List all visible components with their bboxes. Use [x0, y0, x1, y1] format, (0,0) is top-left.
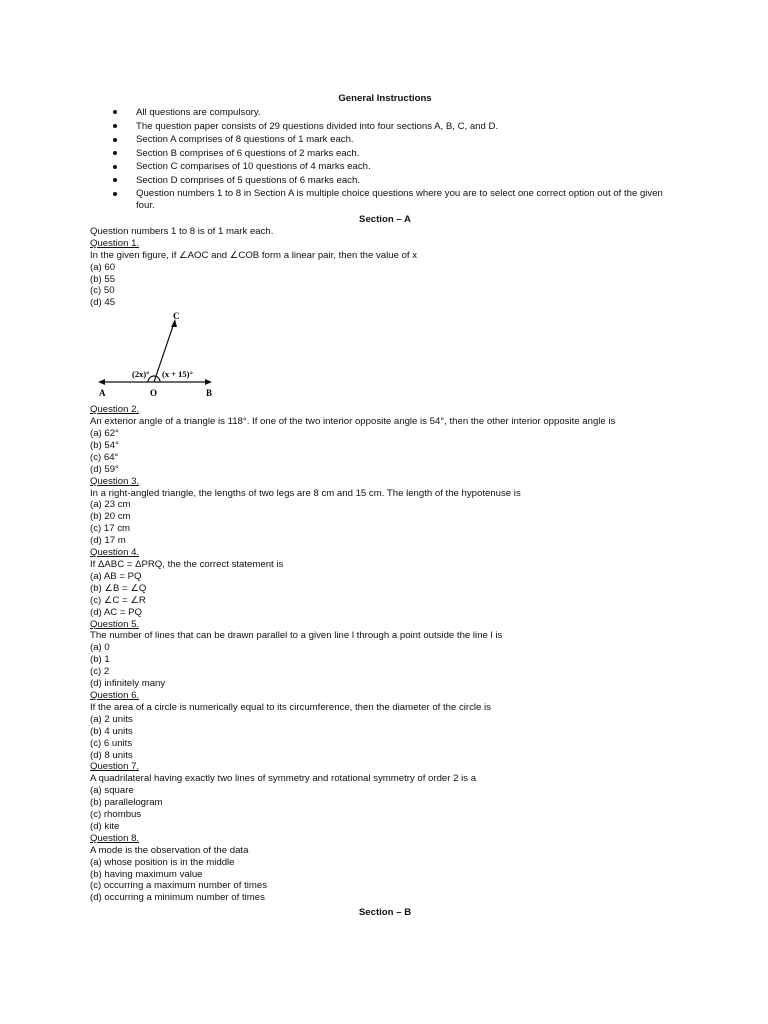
question-text: In the given figure, if ∠AOC and ∠COB form a linear pair, then the value of x	[90, 249, 418, 261]
label-b: B	[206, 388, 213, 399]
instruction-item	[90, 161, 680, 173]
question-text: An exterior angle of a triangle is 118°. If one of the two interior opposite angle is 54°, then the other interior opposite angle is	[90, 416, 616, 428]
option-d: (d) kite	[90, 820, 120, 832]
section-a-intro: Question numbers 1 to 8 is of 1 mark each.	[90, 225, 274, 237]
option-b: (b) 20 cm	[90, 511, 131, 523]
option-a: (a) 23 cm	[90, 499, 131, 511]
question-block	[90, 833, 680, 904]
question-title: Question 6.	[90, 689, 140, 701]
linear-pair-figure	[94, 311, 224, 403]
instruction-text: Section D comprises of 5 questions of 6 marks each.	[136, 174, 360, 186]
label-c: C	[173, 311, 180, 322]
bullet-icon	[113, 178, 117, 182]
instruction-item	[90, 148, 680, 160]
arrowhead-left	[98, 379, 105, 385]
option-c: (c) 6 units	[90, 737, 133, 749]
option-d: (d) occurring a minimum number of times	[90, 892, 265, 904]
question-text: In a right-angled triangle, the lengths of two legs are 8 cm and 15 cm. The length of the hypotenuse is	[90, 487, 521, 499]
option-c: (c) rhombus	[90, 809, 142, 821]
section-b-heading: Section – B	[358, 907, 412, 919]
instruction-item	[90, 175, 680, 187]
option-d: (d) infinitely many	[90, 678, 166, 690]
general-instructions-heading: General Instructions	[338, 93, 432, 104]
section-a-heading: Section – A	[359, 213, 411, 225]
option-d: (d) AC = PQ	[90, 606, 142, 618]
bullet-icon	[113, 110, 117, 114]
option-b: (b) 1	[90, 654, 110, 666]
question-text: A quadrilateral having exactly two lines of symmetry and rotational symmetry of order 2 is a	[90, 773, 477, 785]
option-b: (b) 55	[90, 273, 116, 285]
instructions-list	[90, 107, 680, 212]
option-d: (d) 45	[90, 297, 116, 309]
label-a: A	[99, 388, 106, 399]
bullet-icon	[113, 165, 117, 169]
instruction-text: Section B comprises of 6 questions of 2 marks each.	[136, 147, 360, 159]
instruction-item	[90, 107, 680, 119]
bullet-icon	[113, 192, 117, 196]
instruction-item	[90, 134, 680, 146]
option-a: (a) 0	[90, 642, 110, 654]
instruction-text: Question numbers 1 to 8 in Section A is multiple choice questions where you are to select one correct option out of the given four.	[136, 188, 663, 212]
label-o: O	[150, 388, 158, 399]
question-text: The number of lines that can be drawn parallel to a given line l through a point outside the line l is	[90, 630, 503, 642]
question-title: Question 1.	[90, 237, 140, 249]
option-c: (c) 64°	[90, 451, 119, 463]
document-content	[90, 93, 680, 919]
question-text: If the area of a circle is numerically equal to its circumference, then the diameter of the circle is	[90, 701, 491, 713]
angle-label-left: (2x)°	[132, 369, 150, 380]
question-title: Question 5.	[90, 618, 140, 630]
option-d: (d) 17 m	[90, 535, 126, 547]
bullet-icon	[113, 138, 117, 142]
question-block	[90, 547, 680, 618]
option-c: (c) occurring a maximum number of times	[90, 880, 267, 892]
option-b: (b) 54°	[90, 439, 119, 451]
option-d: (d) 8 units	[90, 749, 133, 761]
option-b: (b) 4 units	[90, 725, 133, 737]
question-block	[90, 761, 680, 832]
question-block	[90, 238, 680, 403]
option-b: (b) having maximum value	[90, 868, 203, 880]
instruction-text: Section C comparises of 10 questions of 4 marks each.	[136, 161, 371, 173]
question-block	[90, 404, 680, 475]
option-a: (a) 62°	[90, 428, 119, 440]
bullet-icon	[113, 124, 117, 128]
option-a: (a) 60	[90, 261, 116, 273]
question-block	[90, 476, 680, 547]
instruction-text: All questions are compulsory.	[136, 106, 261, 118]
bullet-icon	[113, 151, 117, 155]
question-block	[90, 619, 680, 690]
question-title: Question 3.	[90, 475, 140, 487]
option-b: (b) ∠B = ∠Q	[90, 582, 147, 594]
question-title: Question 8.	[90, 832, 140, 844]
option-b: (b) parallelogram	[90, 797, 163, 809]
question-title: Question 7.	[90, 761, 140, 773]
option-c: (c) ∠C = ∠R	[90, 594, 146, 606]
question-title: Question 4.	[90, 547, 140, 559]
option-a: (a) square	[90, 785, 134, 797]
question-text: If ΔABC = ΔPRQ, the the correct statement is	[90, 559, 284, 570]
question-block	[90, 690, 680, 761]
instruction-item	[90, 188, 680, 212]
option-c: (c) 17 cm	[90, 523, 130, 535]
question-title: Question 2.	[90, 404, 140, 416]
instruction-item	[90, 121, 680, 133]
arrowhead-right	[205, 379, 212, 385]
option-c: (c) 50	[90, 285, 115, 297]
option-a: (a) whose position is in the middle	[90, 856, 235, 868]
option-a: (a) AB = PQ	[90, 570, 142, 582]
instruction-text: Section A comprises of 8 questions of 1 mark each.	[136, 134, 354, 146]
angle-label-right: (x + 15)°	[162, 369, 193, 380]
question-text: A mode is the observation of the data	[90, 844, 249, 856]
option-d: (d) 59°	[90, 463, 119, 475]
option-a: (a) 2 units	[90, 713, 133, 725]
instruction-text: The question paper consists of 29 questions divided into four sections A, B, C, and D.	[136, 120, 499, 132]
option-c: (c) 2	[90, 666, 110, 678]
